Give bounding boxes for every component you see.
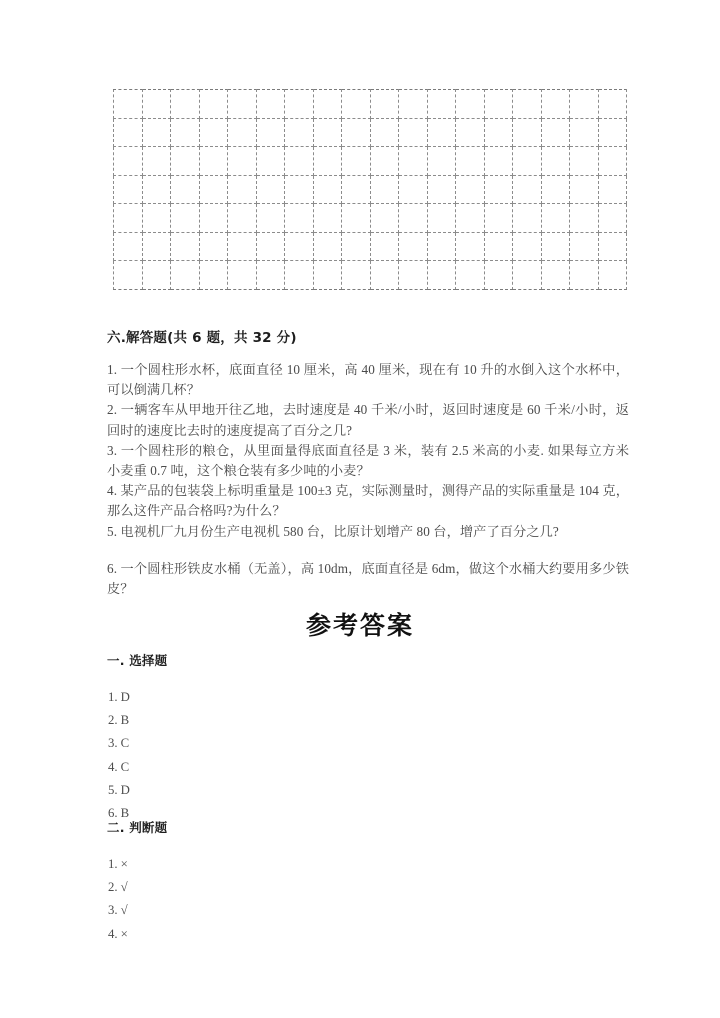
- grid-cell[interactable]: [484, 118, 513, 147]
- grid-row: [114, 204, 627, 233]
- grid-cell[interactable]: [256, 147, 285, 176]
- grid-cell[interactable]: [541, 147, 570, 176]
- grid-cell[interactable]: [285, 232, 314, 261]
- grid-cell[interactable]: [427, 147, 456, 176]
- grid-cell[interactable]: [370, 90, 399, 119]
- grid-cell[interactable]: [399, 204, 428, 233]
- grid-cell[interactable]: [399, 147, 428, 176]
- answer-item: [108, 709, 130, 732]
- grid-cell[interactable]: [541, 118, 570, 147]
- grid-cell[interactable]: [256, 232, 285, 261]
- grid-cell[interactable]: [142, 175, 171, 204]
- grid-cell[interactable]: [285, 147, 314, 176]
- grid-cell[interactable]: [114, 204, 143, 233]
- grid-cell[interactable]: [513, 118, 542, 147]
- grid-cell[interactable]: [484, 147, 513, 176]
- grid-cell[interactable]: [427, 232, 456, 261]
- grid-cell[interactable]: [228, 147, 257, 176]
- grid-cell[interactable]: [484, 232, 513, 261]
- grid-cell[interactable]: [171, 204, 200, 233]
- grid-cell[interactable]: [456, 90, 485, 119]
- answer-value: D: [120, 782, 131, 797]
- answer-number: 2.: [108, 713, 118, 728]
- answer-value: √: [120, 880, 128, 895]
- grid-cell[interactable]: [513, 232, 542, 261]
- answer-value: B: [120, 713, 130, 728]
- grid-cell[interactable]: [313, 175, 342, 204]
- grid-cell[interactable]: [484, 90, 513, 119]
- grid-cell[interactable]: [256, 118, 285, 147]
- grid-cell[interactable]: [199, 261, 228, 290]
- grid-cell[interactable]: [513, 204, 542, 233]
- answer-value: B: [120, 806, 130, 821]
- grid-cell[interactable]: [171, 261, 200, 290]
- grid-cell[interactable]: [541, 90, 570, 119]
- answer-item: [108, 876, 128, 899]
- grid-cell[interactable]: [228, 90, 257, 119]
- grid-cell[interactable]: [399, 261, 428, 290]
- question-item: 4. 某产品的包装袋上标明重量是 100±3 克，实际测量时，测得产品的实际重量是 104 克，那么这件产品合格吗?为什么？: [107, 483, 629, 519]
- answer-number: 4.: [108, 926, 118, 941]
- grid-cell[interactable]: [598, 204, 627, 233]
- grid-cell[interactable]: [456, 175, 485, 204]
- grid-cell[interactable]: [313, 261, 342, 290]
- grid-cell[interactable]: [513, 175, 542, 204]
- grid-cell[interactable]: [285, 118, 314, 147]
- grid-cell[interactable]: [142, 90, 171, 119]
- grid-cell[interactable]: [598, 261, 627, 290]
- grid-cell[interactable]: [313, 90, 342, 119]
- grid-cell[interactable]: [484, 175, 513, 204]
- grid-cell[interactable]: [513, 147, 542, 176]
- answer-value: ×: [120, 926, 129, 941]
- grid-cell[interactable]: [228, 118, 257, 147]
- grid-cell[interactable]: [114, 90, 143, 119]
- grid-cell[interactable]: [199, 175, 228, 204]
- answer-value: C: [120, 759, 130, 774]
- grid-cell[interactable]: [456, 232, 485, 261]
- grid-cell[interactable]: [342, 204, 371, 233]
- grid-cell[interactable]: [456, 118, 485, 147]
- grid-cell[interactable]: [399, 90, 428, 119]
- grid-cell[interactable]: [598, 147, 627, 176]
- grid-cell[interactable]: [541, 261, 570, 290]
- grid-cell[interactable]: [570, 90, 599, 119]
- grid-cell[interactable]: [427, 175, 456, 204]
- answer-value: ×: [120, 857, 129, 871]
- grid-cell[interactable]: [570, 118, 599, 147]
- grid-cell[interactable]: [427, 204, 456, 233]
- grid-cell[interactable]: [570, 261, 599, 290]
- grid-cell[interactable]: [456, 147, 485, 176]
- grid-cell[interactable]: [541, 204, 570, 233]
- grid-cell[interactable]: [456, 261, 485, 290]
- grid-cell[interactable]: [570, 232, 599, 261]
- grid-cell[interactable]: [256, 90, 285, 119]
- grid-cell[interactable]: [256, 261, 285, 290]
- grid-cell[interactable]: [313, 118, 342, 147]
- grid-cell[interactable]: [114, 232, 143, 261]
- grid-cell[interactable]: [370, 147, 399, 176]
- grid-cell[interactable]: [456, 204, 485, 233]
- question-item: 3. 一个圆柱形的粮仓，从里面量得底面直径是 3 米，装有 2.5 米高的小麦. 如果每立方米小麦重 0.7 吨，这个粮仓装有多少吨的小麦？: [107, 442, 629, 479]
- grid-cell[interactable]: [285, 261, 314, 290]
- grid-cell[interactable]: [342, 118, 371, 147]
- answer-number: 1.: [108, 690, 118, 704]
- question-item: 1. 一个圆柱形水杯，底面直径 10 厘米，高 40 厘米，现在有 10 升的水倒入这个水杯中，可以倒满几杯？: [107, 362, 629, 398]
- grid-cell[interactable]: [142, 118, 171, 147]
- grid-cell[interactable]: [370, 175, 399, 204]
- grid-cell[interactable]: [598, 118, 627, 147]
- grid-cell[interactable]: [285, 204, 314, 233]
- grid-cell[interactable]: [256, 175, 285, 204]
- grid-row: [114, 90, 627, 119]
- grid-cell[interactable]: [313, 204, 342, 233]
- grid-cell[interactable]: [370, 204, 399, 233]
- grid-cell[interactable]: [142, 261, 171, 290]
- grid-cell[interactable]: [427, 90, 456, 119]
- grid-cell[interactable]: [228, 232, 257, 261]
- section-six-heading: 六.解答题(共 6 题，共 32 分): [107, 330, 297, 346]
- answer-list-truefalse: [108, 853, 128, 946]
- answer-grid-table: [113, 89, 627, 290]
- grid-cell[interactable]: [342, 90, 371, 119]
- answer-number: 1.: [108, 857, 118, 871]
- grid-cell[interactable]: [171, 175, 200, 204]
- grid-cell[interactable]: [171, 232, 200, 261]
- answer-item: [108, 686, 130, 709]
- grid-cell[interactable]: [370, 261, 399, 290]
- answer-value: √: [120, 903, 128, 918]
- grid-cell[interactable]: [513, 261, 542, 290]
- grid-cell[interactable]: [142, 147, 171, 176]
- grid-cell[interactable]: [513, 90, 542, 119]
- grid-cell[interactable]: [570, 175, 599, 204]
- answer-number: 2.: [108, 880, 118, 895]
- grid-cell[interactable]: [427, 118, 456, 147]
- answer-number: 3.: [108, 736, 118, 751]
- grid-row: [114, 175, 627, 204]
- grid-cell[interactable]: [228, 204, 257, 233]
- question-item: 2. 一辆客车从甲地开往乙地，去时速度是 40 千米/小时，返回时速度是 60 千米/小时，返回时的速度比去时的速度提高了百分之几?: [107, 402, 629, 438]
- grid-cell[interactable]: [399, 175, 428, 204]
- grid-cell[interactable]: [285, 175, 314, 204]
- answer-number: 6.: [108, 806, 118, 821]
- grid-row: [114, 118, 627, 147]
- question-item: 5. 电视机厂九月份生产电视机 580 台，比原计划增产 80 台，增产了百分之几?: [107, 523, 559, 539]
- grid-cell[interactable]: [484, 261, 513, 290]
- answer-item: [108, 853, 128, 876]
- grid-cell[interactable]: [598, 232, 627, 261]
- grid-cell[interactable]: [228, 261, 257, 290]
- answer-item: [108, 899, 128, 922]
- answer-list-choice: [108, 686, 130, 825]
- answer-key-title: 参考答案: [305, 611, 414, 640]
- answer-number: 5.: [108, 782, 118, 797]
- grid-cell[interactable]: [114, 118, 143, 147]
- grid-cell[interactable]: [285, 90, 314, 119]
- grid-cell[interactable]: [114, 147, 143, 176]
- grid-cell[interactable]: [598, 175, 627, 204]
- grid-cell[interactable]: [370, 118, 399, 147]
- grid-cell[interactable]: [484, 204, 513, 233]
- grid-cell[interactable]: [313, 232, 342, 261]
- grid-cell[interactable]: [199, 90, 228, 119]
- answer-section-heading-truefalse: 二. 判断题: [107, 820, 168, 835]
- grid-cell[interactable]: [142, 232, 171, 261]
- grid-cell[interactable]: [399, 118, 428, 147]
- grid-cell[interactable]: [399, 232, 428, 261]
- grid-cell[interactable]: [199, 204, 228, 233]
- grid-cell[interactable]: [570, 147, 599, 176]
- answer-item: [108, 756, 130, 779]
- grid-row: [114, 261, 627, 290]
- grid-row: [114, 232, 627, 261]
- grid-cell[interactable]: [541, 175, 570, 204]
- grid-cell[interactable]: [370, 232, 399, 261]
- grid-cell[interactable]: [199, 147, 228, 176]
- grid-cell[interactable]: [342, 232, 371, 261]
- grid-cell[interactable]: [570, 204, 599, 233]
- answer-value: C: [120, 736, 130, 751]
- grid-cell[interactable]: [427, 261, 456, 290]
- answer-item: [108, 779, 130, 802]
- answer-number: 3.: [108, 903, 118, 918]
- grid-cell[interactable]: [598, 90, 627, 119]
- grid-cell[interactable]: [171, 147, 200, 176]
- grid-cell[interactable]: [541, 232, 570, 261]
- grid-cell[interactable]: [114, 261, 143, 290]
- grid-cell[interactable]: [256, 204, 285, 233]
- grid-cell[interactable]: [313, 147, 342, 176]
- answer-value: D: [120, 690, 131, 704]
- grid-cell[interactable]: [171, 90, 200, 119]
- grid-row: [114, 147, 627, 176]
- grid-cell[interactable]: [228, 175, 257, 204]
- answer-number: 4.: [108, 759, 118, 774]
- grid-cell[interactable]: [199, 232, 228, 261]
- answer-section-heading-choice: 一. 选择题: [107, 653, 168, 668]
- question-item: 6. 一个圆柱形铁皮水桶（无盖），高 10dm，底面直径是 6dm，做这个水桶大约要用多少铁皮？: [107, 560, 629, 597]
- answer-grid: [113, 89, 627, 290]
- grid-cell[interactable]: [142, 204, 171, 233]
- answer-item: [108, 923, 128, 946]
- answer-item: [108, 732, 130, 755]
- grid-cell[interactable]: [342, 175, 371, 204]
- grid-cell[interactable]: [171, 118, 200, 147]
- grid-cell[interactable]: [342, 147, 371, 176]
- grid-cell[interactable]: [114, 175, 143, 204]
- grid-cell[interactable]: [199, 118, 228, 147]
- grid-cell[interactable]: [342, 261, 371, 290]
- question-list: [107, 360, 629, 599]
